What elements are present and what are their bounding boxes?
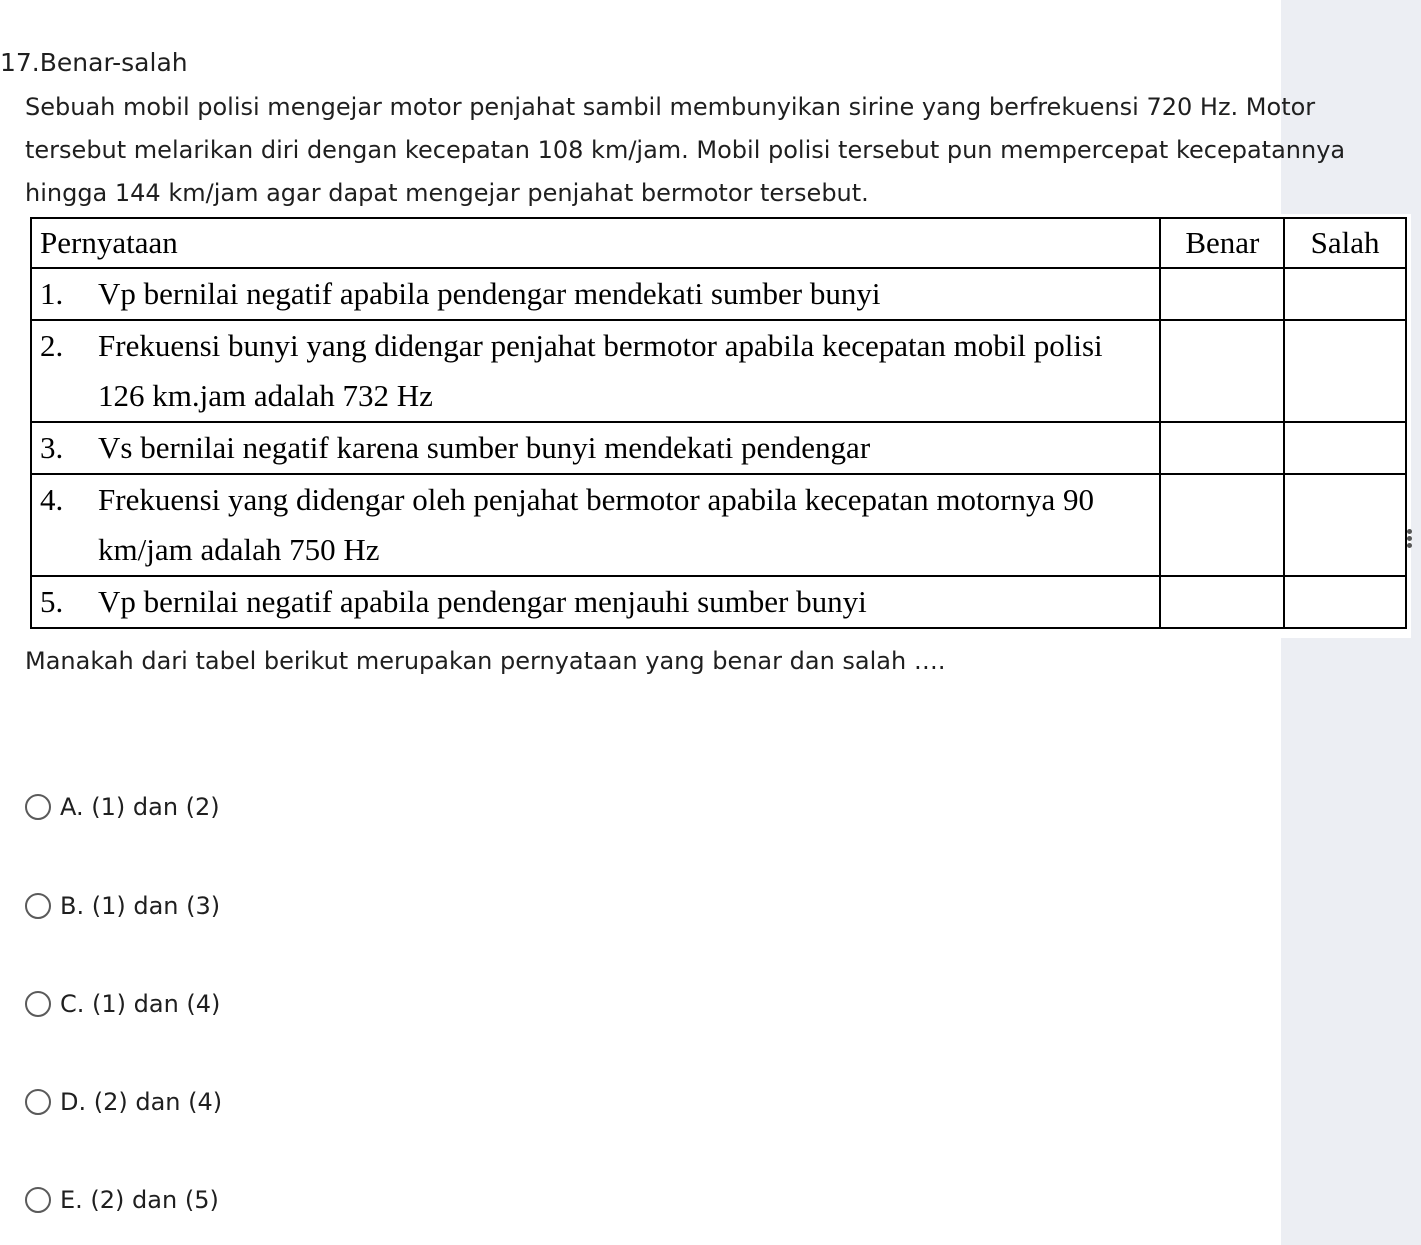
benar-cell [1160,474,1284,576]
statement-number: 1. [40,276,64,311]
option-d[interactable] [25,1085,222,1119]
statement-cell [31,422,1160,474]
salah-cell [1284,422,1406,474]
table-row [31,576,1406,628]
benar-cell [1160,576,1284,628]
option-a[interactable] [25,790,220,824]
radio-button[interactable] [25,893,51,919]
statement-number: 3. [40,430,64,465]
table-header-row [31,218,1406,268]
radio-button[interactable] [25,991,51,1017]
radio-button[interactable] [25,794,51,820]
table-row [31,268,1406,320]
benar-cell [1160,268,1284,320]
question-text: Sebuah mobil polisi mengejar motor penjahat sambil membunyikan sirine yang berfrekuensi 720 Hz. Motor tersebut melarikan diri dengan kecepatan 108 km/jam. Mobil polisi tersebut pun mempercepat kecepatannya hingga 144 km/jam agar dapat mengejar penjahat bermotor tersebut. [25,93,1346,207]
statement-number: 5. [40,584,64,619]
salah-cell [1284,474,1406,576]
benar-cell [1160,422,1284,474]
option-label[interactable]: B. (1) dan (3) [60,892,221,920]
resize-handle-icon[interactable] [1405,527,1413,549]
statement-text: Frekuensi yang didengar oleh penjahat bermotor apabila kecepatan motornya 90 km/jam adalah 750 Hz [98,482,1094,567]
statement-number: 4. [40,482,64,517]
option-label[interactable]: E. (2) dan (5) [60,1186,219,1214]
statement-cell [31,320,1160,422]
question-title: 17.Benar-salah [0,48,188,77]
option-label[interactable]: A. (1) dan (2) [60,793,220,821]
header-statement: Pernyataan [31,218,1160,268]
salah-cell [1284,320,1406,422]
radio-button[interactable] [25,1089,51,1115]
statement-cell [31,474,1160,576]
option-label[interactable]: C. (1) dan (4) [60,990,221,1018]
option-e[interactable] [25,1183,219,1217]
question-prompt: Manakah dari tabel berikut merupakan pernyataan yang benar dan salah …. [25,647,946,675]
header-benar: Benar [1160,218,1284,268]
table-row [31,474,1406,576]
statement-text: Vp bernilai negatif apabila pendengar menjauhi sumber bunyi [98,584,867,619]
statement-table [30,217,1407,629]
table-row [31,320,1406,422]
statement-text: Vs bernilai negatif karena sumber bunyi mendekati pendengar [98,430,871,465]
option-c[interactable] [25,987,220,1021]
salah-cell [1284,268,1406,320]
statement-number: 2. [40,328,64,363]
statement-cell [31,268,1160,320]
statement-text: Vp bernilai negatif apabila pendengar mendekati sumber bunyi [98,276,881,311]
header-salah: Salah [1284,218,1406,268]
statement-cell [31,576,1160,628]
statement-text: Frekuensi bunyi yang didengar penjahat bermotor apabila kecepatan mobil polisi 126 km.jam adalah 732 Hz [98,328,1103,413]
question-image [25,214,1411,638]
salah-cell [1284,576,1406,628]
option-label[interactable]: D. (2) dan (4) [60,1088,223,1116]
benar-cell [1160,320,1284,422]
radio-button[interactable] [25,1187,51,1213]
table-row [31,422,1406,474]
option-b[interactable] [25,889,220,923]
